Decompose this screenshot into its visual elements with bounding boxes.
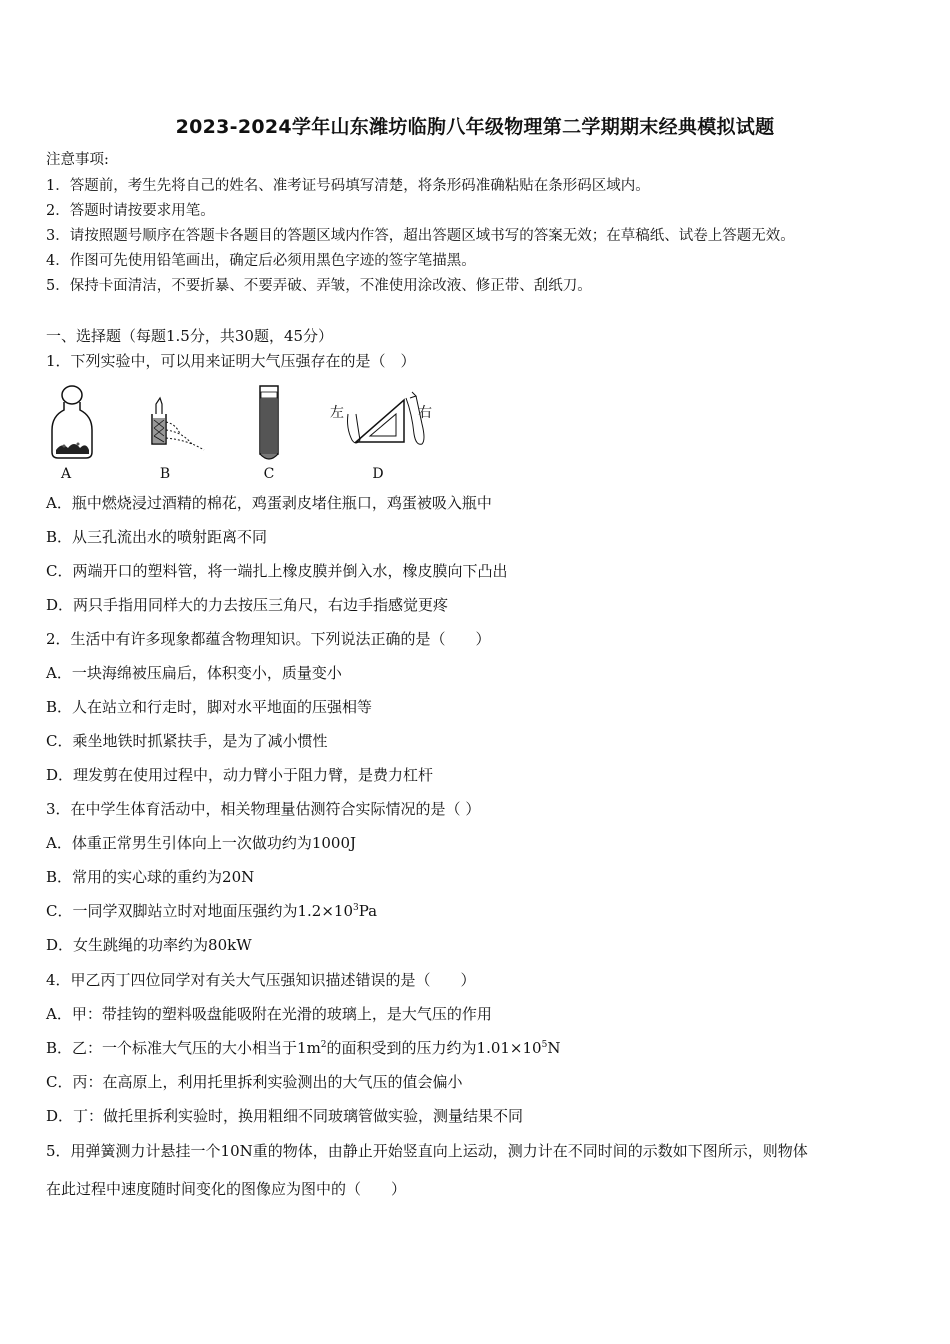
question-4-option-d: D．丁：做托里拆利实验时，换用粗细不同玻璃管做实验，测量结果不同 [46,1107,524,1125]
question-4-option-a: A．甲：带挂钩的塑料吸盘能吸附在光滑的玻璃上，是大气压的作用 [46,1005,492,1023]
question-3-option-d: D．女生跳绳的功率约为80kW [46,936,252,954]
figure-a-bottle-egg [46,384,98,468]
question-1-option-d: D．两只手指用同样大的力去按压三角尺，右边手指感觉更疼 [46,596,449,614]
question-5-stem-line-1: 5．用弹簧测力计悬挂一个10N重的物体，由静止开始竖直向上运动，测力计在不同时间的示数如下图所示，则物体 [46,1142,808,1160]
option-unit: Pa [358,902,378,920]
right-label: 右 [418,405,432,421]
question-3-option-c [46,901,377,921]
water-container-icon [142,384,214,464]
notice-heading: 注意事项: [46,152,109,168]
question-2-option-b: B．人在站立和行走时，脚对水平地面的压强相等 [46,698,373,716]
question-1-figures [40,384,460,484]
question-3-option-a: A．体重正常男生引体向上一次做功约为1000J [46,834,357,852]
question-2-option-c: C．乘坐地铁时抓紧扶手，是为了减小惯性 [46,732,328,750]
figure-label-d: D [372,466,384,482]
question-3-stem: 3．在中学生体育活动中，相关物理量估测符合实际情况的是（ ） [46,800,481,818]
question-4-option-c: C．丙：在高原上，利用托里拆利实验测出的大气压的值会偏小 [46,1073,463,1091]
notice-item: 1．答题前，考生先将自己的姓名、准考证号码填写清楚，将条形码准确粘贴在条形码区域内。 [46,178,650,194]
question-1-option-c: C．两端开口的塑料管，将一端扎上橡皮膜并倒入水，橡皮膜向下凸出 [46,562,508,580]
tube-icon [254,384,284,466]
left-label: 左 [330,405,344,421]
section-heading: 一、选择题（每题1.5分，共30题，45分） [46,327,334,345]
question-3-option-b: B．常用的实心球的重约为20N [46,868,255,886]
option-text: B．乙：一个标准大气压的大小相当于1m [46,1039,321,1057]
figure-d-triangle-ruler [326,384,438,468]
option-text: 的面积受到的压力约为1.01×10 [326,1039,542,1057]
question-4-stem: 4．甲乙丙丁四位同学对有关大气压强知识描述错误的是（ ） [46,971,476,989]
exponent: 5 [541,1040,548,1050]
figure-b-three-holes [142,384,214,468]
exponent: 2 [320,1040,327,1050]
notice-item: 3．请按照题号顺序在答题卡各题目的答题区域内作答，超出答题区域书写的答案无效；在草稿纸、试卷上答题无效。 [46,228,795,244]
exponent: 3 [353,903,359,913]
question-1-stem: 1．下列实验中，可以用来证明大气压强存在的是（ ） [46,352,416,370]
bottle-egg-icon [46,384,98,464]
question-2-option-a: A．一块海绵被压扁后，体积变小，质量变小 [46,664,342,682]
figure-c-tube-membrane [254,384,284,470]
figure-label-b: B [159,466,171,482]
question-2-option-d: D．理发剪在使用过程中，动力臂小于阻力臂，是费力杠杆 [46,766,434,784]
notice-item: 2．答题时请按要求用笔。 [46,203,215,219]
notice-item: 5．保持卡面清洁，不要折暴、不要弄破、弄皱，不准使用涂改液、修正带、刮纸刀。 [46,278,592,294]
option-text: C．一同学双脚站立时对地面压强约为1.2×10 [46,902,353,920]
question-4-option-b [46,1038,560,1058]
question-1-option-a: A．瓶中燃烧浸过酒精的棉花，鸡蛋剥皮堵住瓶口，鸡蛋被吸入瓶中 [46,494,492,512]
option-unit: N [547,1039,561,1057]
question-5-stem-line-2: 在此过程中速度随时间变化的图像应为图中的（ ） [46,1180,407,1198]
question-2-stem: 2．生活中有许多现象都蕴含物理知识。下列说法正确的是（ ） [46,630,491,648]
figure-label-c: C [263,466,275,482]
figure-label-a: A [60,466,72,482]
notice-item: 4．作图可先使用铅笔画出，确定后必须用黑色字迹的签字笔描黑。 [46,253,476,269]
triangle-ruler-icon [326,384,438,464]
question-1-option-b: B．从三孔流出水的喷射距离不同 [46,528,268,546]
page-title: 2023-2024学年山东潍坊临朐八年级物理第二学期期末经典模拟试题 [175,116,775,138]
